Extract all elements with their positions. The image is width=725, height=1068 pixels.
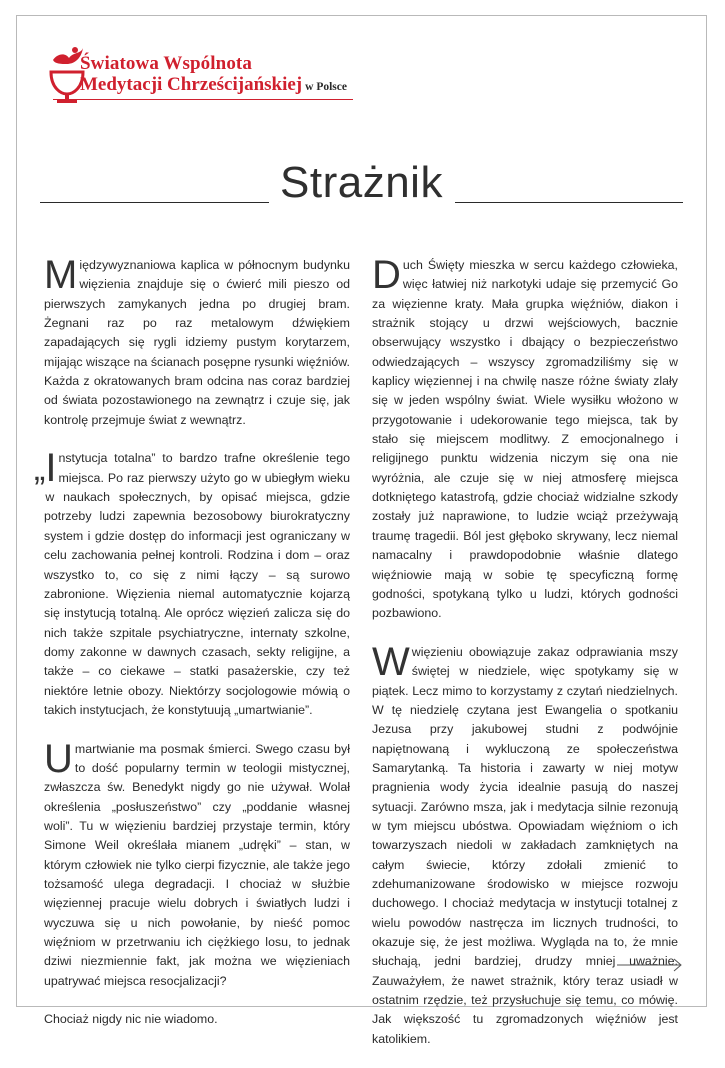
drop-cap: I xyxy=(45,446,57,491)
logo xyxy=(47,38,377,110)
logo-line-2 xyxy=(80,74,347,96)
right-column xyxy=(372,253,678,1068)
paragraph xyxy=(44,736,350,991)
opening-quote: „ xyxy=(34,450,46,489)
paragraph-text: uch Święty mieszka w sercu każdego człowieka, więc łatwiej niż narkotyki udaje się przemycić Go za więzienne kraty. Mała grupka więźniów, diakon i strażnik stojący u drzwi wejściowych, bacznie obserwujący wszystko i dbający o bezpieczeństwo odwiedzających – wszyscy zgromadziliśmy się w kaplicy więziennej i na chwilę nasze różne światy zlały się w jeden wspólny świat. Wiele wysiłku włożono w przygotowanie i udekorowanie tego miejsca, tak by stało się miejscem modlitwy. Z emocjonalnego i religijnego punktu widzenia niczym się ona nie wyróżnia, ale czuje się w niej atmosferę miejsca dotkniętego katastrofą, gdzie chociaż widzialne szkody zostały już naprawione, to ludzie wciąż przeżywają traumę tragedii. Ból jest głęboko skrywany, lecz niemal namacalny i prawdopodobnie właśnie dlatego więźniowie mają w sobie tę specyficzną formę godności, spotykaną tylko u ludzi, których godności pozbawiono. xyxy=(372,258,678,621)
logo-suffix: w Polsce xyxy=(305,81,347,93)
drop-cap: D xyxy=(372,253,401,297)
paragraph xyxy=(372,253,678,624)
title-rule-right xyxy=(455,202,683,203)
paragraph xyxy=(44,253,350,430)
drop-cap: M xyxy=(44,253,78,297)
paragraph-text: więzieniu obowiązuje zakaz odprawiania mszy świętej w niedziele, więc spotykamy się w piątek. Lecz mimo to korzystamy z czytań niedzielnych. W tę niedzielę czytana jest Ewangelia o spotkaniu Jezusa przy jakubowej studni z podwójnie napiętnowaną i wykluczoną ze społeczeństwa Samarytanką. Ta historia i zawarty w niej motyw pragnienia wody życia idealnie pasują do naszej sytuacji. Zarówno msza, jak i medytacja silnie rezonują w tym miejscu ubóstwa. Opowiadam więźniom o ich towarzyszach niedoli w zakładach zamkniętych na całym świecie, którzy zdołali zmienić to zdehumanizowane środowisko w miejsce rozwoju duchowego. I chociaż medytacja w instytucji totalnej z wielu powodów nastręcza im licznych trudności, to okazuje się, że jest możliwa. Wygląda na to, że mnie słuchają, jedni bardziej, drudzy mniej uważnie. Zauważyłem, że nawet strażnik, który teraz usiadł w ostatnim rzędzie, też przysłuchuje się temu, co mówię. Jak większość tu zgromadzonych więźniów jest katolikiem. xyxy=(372,644,678,1046)
title-block xyxy=(40,158,683,218)
logo-line-2-text: Medytacji Chrześcijańskiej xyxy=(80,74,303,95)
logo-line-1: Światowa Wspólnota xyxy=(80,53,252,74)
paragraph-text: nstytucja totalna” to bardzo trafne określenie tego miejsca. Po raz pierwszy użyto go w ubiegłym wieku w naukach społecznych, by opisać miejsca, gdzie potrzeby ludzi zapewnia bezosobowy biurokratyczny system i gdzie dostęp do informacji jest ograniczany w celu zachowania pełnej kontroli. Rodzina i dom – oraz wszystko to, co się z nimi łączy – są surowo zabronione. Więzienia niemal automatycznie kojarzą się instytucją totalną. Ale oprócz więzień zalicza się do nich także szpitale psychiatryczne, internaty szkolne, domy zakonne w dawnych czasach, sekty religijne, a także – co ciekawe – statki pasażerskie, czy też niektóre letnie obozy. Niektórzy socjologowie mówią o takich instytucjach, że konstytuują „umartwianie”. xyxy=(44,451,350,717)
paragraph xyxy=(44,1010,350,1029)
paragraph xyxy=(372,639,678,1049)
paragraph-text: iędzywyznaniowa kaplica w północnym budynku więzienia znajduje się o ćwierć mili pieszo od pierwszych zamykanych jedna po drugiej bram. Żegnani raz po raz metalowym dźwiękiem zapadających się rygli idziemy pustym korytarzem, mijając wiszące na ścianach posępne rysunki więźniów. Każda z okratowanych bram odcina nas coraz bardziej od świata pozostawionego na zewnątrz i czuje się, jak kontrolę przejmuje świat z wewnątrz. xyxy=(44,258,350,427)
left-column xyxy=(34,253,350,1049)
continue-arrow-icon[interactable] xyxy=(617,958,683,972)
page-title: Strażnik xyxy=(280,158,443,207)
drop-cap: W xyxy=(372,639,410,684)
logo-rule xyxy=(53,99,353,100)
paragraph-text: martwianie ma posmak śmierci. Swego czasu był to dość popularny termin w teologii mistycznej, zwłaszcza św. Benedykt nigdy go nie używał. Wolał określenia „posłuszeństwo” czy „poddanie własnej woli”. Tu w więzieniu bardziej przystaje termin, który Simone Weil określała mianem „udręki” – stan, w którym człowiek nie tylko cierpi fizycznie, ale także jego tożsamość ulega degradacji. I chociaż w służbie więziennej pracuje wielu dobrych i światłych ludzi i wyczuwa się u nich powołanie, by nieść pomoc więźniom w przetrwaniu ich ciężkiego losu, to jednak dziwi niezmiennie fakt, jak można we więzieniach upatrywać miejsca resocjalizacji? xyxy=(44,741,350,988)
paragraph-text: Chociaż nigdy nic nie wiadomo. xyxy=(44,1012,218,1027)
paragraph xyxy=(34,446,350,720)
drop-cap: U xyxy=(44,736,73,781)
